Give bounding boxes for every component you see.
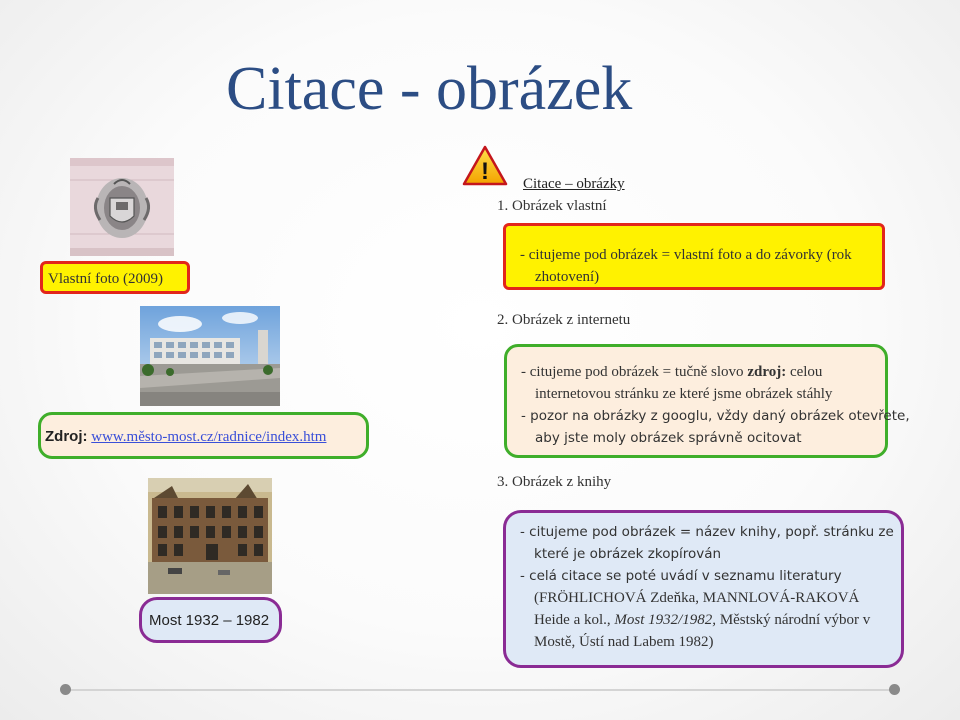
caption-book-text: Most 1932 – 1982 bbox=[149, 612, 270, 629]
box-book-line1: - citujeme pod obrázek = název knihy, popř. stránku ze bbox=[520, 524, 894, 540]
caption-internet-source bbox=[38, 412, 369, 459]
box-book-line6: Mostě, Ústí nad Labem 1982) bbox=[534, 634, 714, 650]
footer-dot-left bbox=[60, 684, 71, 695]
box-book-line5: Heide a kol., Most 1932/1982, Městský národní výbor v bbox=[534, 612, 871, 628]
box-book-line4: (FRÖHLICHOVÁ Zdeňka, MANNLOVÁ-RAKOVÁ bbox=[534, 590, 860, 606]
warning-triangle-icon bbox=[462, 145, 508, 187]
box-internet-line3: - pozor na obrázky z googlu, vždy daný obrázek otevřete, bbox=[521, 408, 910, 424]
box-internet-line2: internetovou stránku ze které jsme obrázek stáhly bbox=[535, 386, 833, 402]
caption-book bbox=[139, 597, 282, 643]
source-url-link[interactable]: www.město-most.cz/radnice/index.htm bbox=[91, 429, 327, 445]
section-heading: Citace – obrázky bbox=[523, 176, 625, 192]
page-title: Citace - obrázek bbox=[226, 55, 633, 123]
footer-dot-right bbox=[889, 684, 900, 695]
box-own-line1: - citujeme pod obrázek = vlastní foto a do závorky (rok bbox=[520, 247, 852, 263]
photo-coat-of-arms bbox=[70, 158, 174, 256]
caption-own-photo-text: Vlastní foto (2009) bbox=[48, 271, 163, 287]
box-internet-line4: aby jste moly obrázek správně ocitovat bbox=[535, 430, 802, 446]
box-internet-line1: - citujeme pod obrázek = tučně slovo zdroj: celou bbox=[521, 364, 823, 380]
source-label: Zdroj: bbox=[45, 428, 88, 445]
box-own-photo bbox=[503, 223, 885, 290]
box-book-line3: - celá citace se poté uvádí v seznamu literatury bbox=[520, 568, 842, 584]
photo-book-building bbox=[148, 478, 272, 594]
box-book bbox=[503, 510, 904, 668]
item-internet: 2. Obrázek z internetu bbox=[497, 312, 631, 328]
footer-line bbox=[66, 689, 894, 691]
item-book: 3. Obrázek z knihy bbox=[497, 474, 612, 490]
box-book-line2: které je obrázek zkopírován bbox=[534, 546, 722, 562]
caption-own-photo bbox=[40, 261, 190, 294]
warning-exclamation: ! bbox=[481, 158, 489, 185]
photo-city-square bbox=[140, 306, 280, 406]
box-internet bbox=[504, 344, 910, 458]
box-own-line2: zhotovení) bbox=[535, 269, 600, 285]
item-own-photo: 1. Obrázek vlastní bbox=[497, 198, 607, 214]
